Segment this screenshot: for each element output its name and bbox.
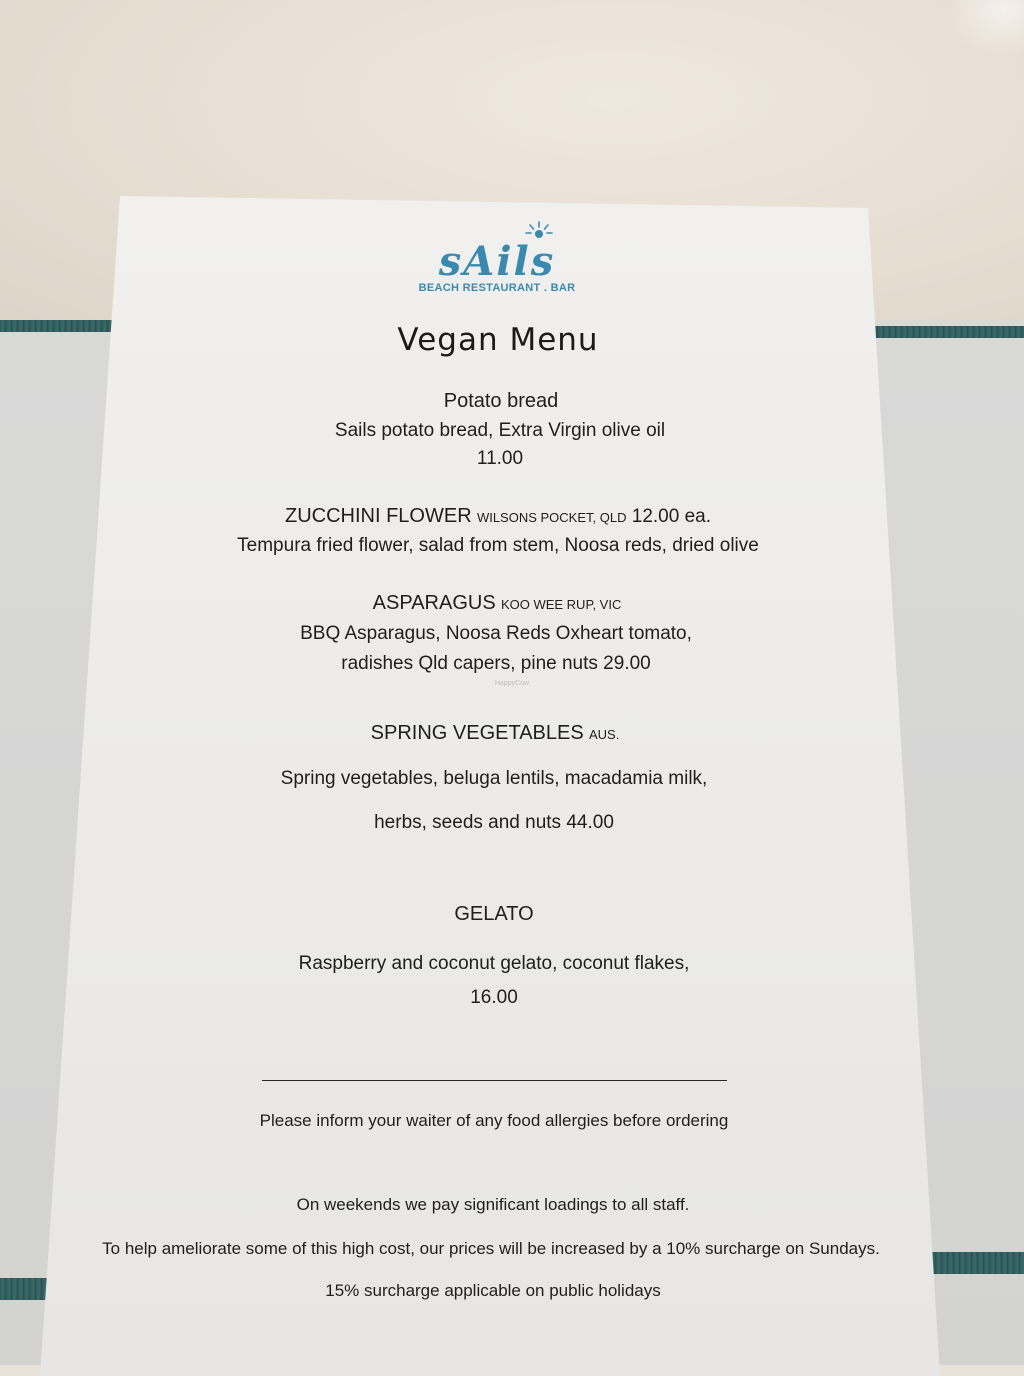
menu-item-heading (285, 505, 711, 528)
watermark: HappyCow (494, 680, 530, 687)
menu-item-heading (371, 722, 620, 745)
item-price: 16.00 (470, 987, 518, 1008)
item-description: Tempura fried flower, salad from stem, Noosa reds, dried olive (237, 535, 759, 556)
holiday-note: 15% surcharge applicable on public holidays (325, 1281, 661, 1300)
item-name: Potato bread (443, 390, 559, 412)
item-price: 11.00 (476, 448, 524, 469)
item-name: ASPARAGUS (372, 592, 496, 614)
item-origin: AUS. (588, 727, 620, 742)
item-origin: WILSONS POCKET, QLD (476, 510, 627, 525)
menu-title: Vegan Menu (397, 322, 599, 358)
weekend-note: On weekends we pay significant loadings to all staff. (296, 1195, 690, 1214)
item-description: BBQ Asparagus, Noosa Reds Oxheart tomato, (300, 623, 692, 644)
logo-wordmark: sAils (438, 238, 556, 285)
item-description: Sails potato bread, Extra Virgin olive oil (334, 420, 666, 441)
item-origin: KOO WEE RUP, VIC (500, 597, 622, 612)
item-description: herbs, seeds and nuts 44.00 (374, 812, 614, 833)
divider (262, 1080, 727, 1081)
item-name: GELATO (454, 903, 534, 925)
restaurant-logo (412, 220, 582, 300)
surcharge-note: To help ameliorate some of this high cost, our prices will be increased by a 10% surcharge on Sundays. (102, 1239, 880, 1258)
item-name: ZUCCHINI FLOWER (284, 505, 472, 527)
item-price: 12.00 ea. (631, 506, 712, 527)
item-description: radishes Qld capers, pine nuts 29.00 (341, 653, 651, 674)
item-name: SPRING VEGETABLES (370, 722, 584, 744)
item-description: Raspberry and coconut gelato, coconut flakes, (298, 953, 690, 974)
allergy-note: Please inform your waiter of any food allergies before ordering (259, 1111, 729, 1130)
item-description: Spring vegetables, beluga lentils, macadamia milk, (280, 768, 708, 789)
logo-tagline: BEACH RESTAURANT . BAR (418, 282, 576, 294)
menu-item-heading (373, 592, 622, 615)
